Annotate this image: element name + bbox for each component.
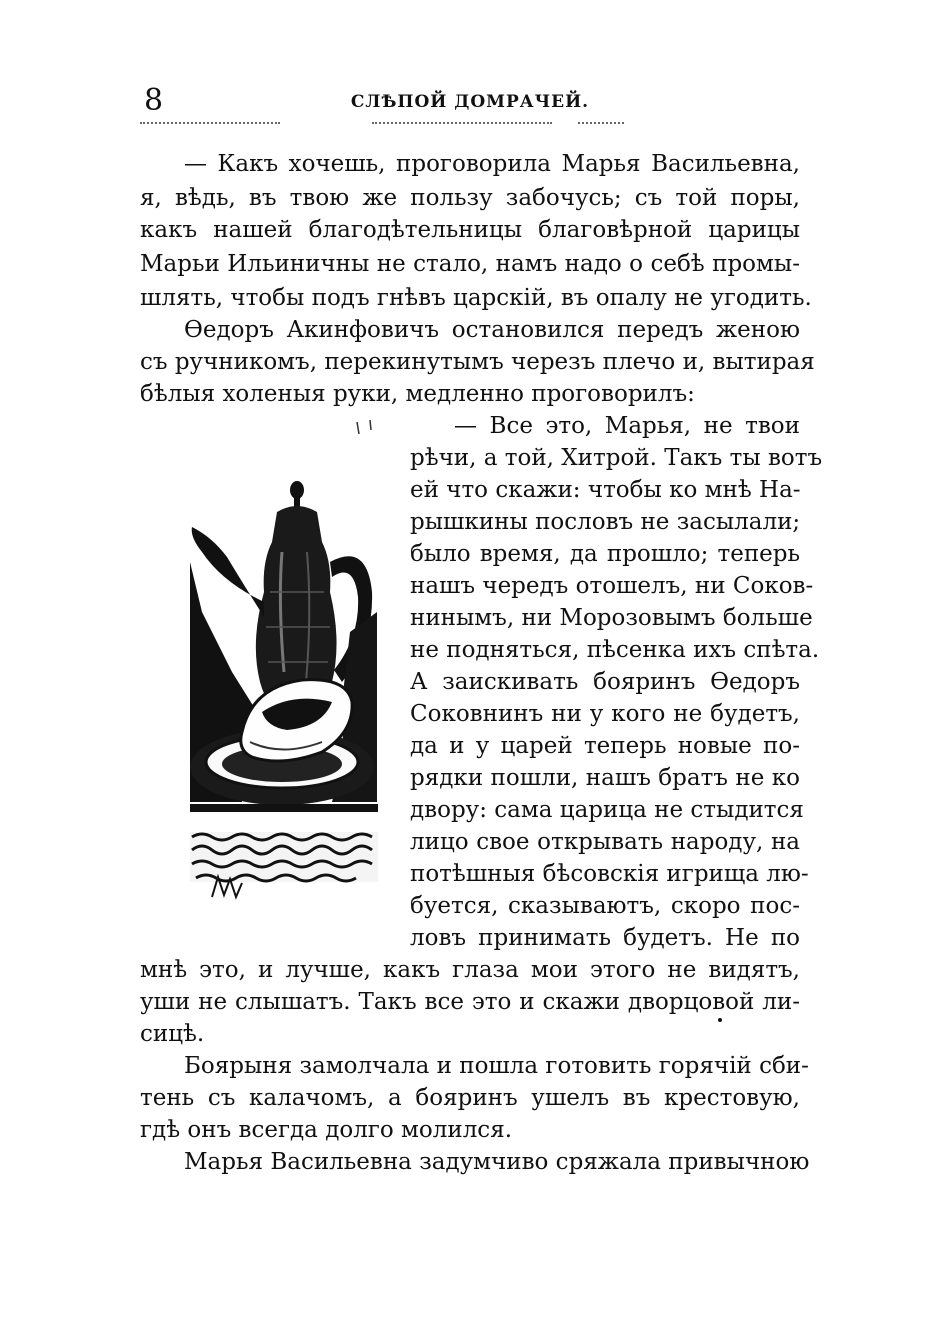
text-line: Боярыня замолчала и пошла готовить горячій сби- bbox=[184, 1053, 809, 1079]
text-line: ей что скажи: чтобы ко мнѣ На- bbox=[410, 477, 801, 503]
text-line: А заискивать бояринъ Ѳедоръ bbox=[410, 669, 800, 695]
text-line: сицѣ. bbox=[140, 1021, 205, 1047]
text-line: рядки пошли, нашъ братъ не ко bbox=[410, 765, 800, 791]
text-line: уши не слышатъ. Такъ все это и скажи дворцовой ли- bbox=[140, 989, 800, 1015]
ewer-illustration bbox=[182, 412, 382, 922]
text-line: мнѣ это, и лучше, какъ глаза мои этого не видятъ, bbox=[140, 957, 800, 983]
text-line: Ѳедоръ Акинфовичъ остановился передъ женою bbox=[184, 317, 800, 343]
text-line: буется, сказываютъ, скоро пос- bbox=[410, 893, 800, 919]
text-line: Соковнинъ ни у кого не будетъ, bbox=[410, 701, 800, 727]
text-line: рышкины пословъ не засылали; bbox=[410, 509, 801, 535]
text-line: не подняться, пѣсенка ихъ спѣта. bbox=[410, 637, 820, 663]
text-line: Марья Васильевна задумчиво сряжала привычною bbox=[184, 1149, 810, 1175]
text-line: тень съ калачомъ, а бояринъ ушелъ въ крестовую, bbox=[140, 1085, 800, 1111]
text-line: нашъ чередъ отошелъ, ни Соков- bbox=[410, 573, 814, 599]
text-line: двору: сама царица не стыдится bbox=[410, 797, 804, 823]
text-line: шлять, чтобы подъ гнѣвъ царскій, въ опалу не угодить. bbox=[140, 285, 812, 311]
text-line: нинымъ, ни Морозовымъ больше bbox=[410, 605, 813, 631]
header-rule-left bbox=[140, 122, 280, 124]
text-line: ловъ принимать будетъ. Не по bbox=[410, 925, 800, 951]
text-line: — Какъ хочешь, проговорила Марья Васильевна, bbox=[184, 151, 800, 177]
print-speck bbox=[718, 1018, 722, 1022]
text-line: потѣшныя бѣсовскія игрища лю- bbox=[410, 861, 809, 887]
ewer-engraving bbox=[182, 412, 382, 922]
text-line: бѣлыя холеныя руки, медленно проговорилъ: bbox=[140, 381, 695, 407]
text-line: лицо свое открывать народу, на bbox=[410, 829, 800, 855]
text-line: было время, да прошло; теперь bbox=[410, 541, 800, 567]
text-line: какъ нашей благодѣтельницы благовѣрной царицы bbox=[140, 217, 800, 243]
text-line: — Все это, Марья, не твои bbox=[454, 413, 800, 439]
text-line: да и у царей теперь новые по- bbox=[410, 733, 800, 759]
text-line: рѣчи, а той, Хитрой. Такъ ты вотъ bbox=[410, 445, 823, 471]
text-line: съ ручникомъ, перекинутымъ черезъ плечо и, вытирая bbox=[140, 349, 815, 375]
page-header bbox=[140, 83, 800, 126]
page-number: 8 bbox=[144, 83, 164, 118]
text-line: гдѣ онъ всегда долго молился. bbox=[140, 1117, 513, 1143]
text-line: я, вѣдь, въ твою же пользу забочусь; съ той поры, bbox=[140, 185, 800, 211]
header-rule-right bbox=[578, 122, 624, 124]
text-line: Марьи Ильиничны не стало, намъ надо о себѣ промы- bbox=[140, 251, 800, 277]
header-rule-center bbox=[372, 122, 552, 124]
running-title: СЛѢПОЙ ДОМРАЧЕЙ. bbox=[350, 92, 590, 112]
